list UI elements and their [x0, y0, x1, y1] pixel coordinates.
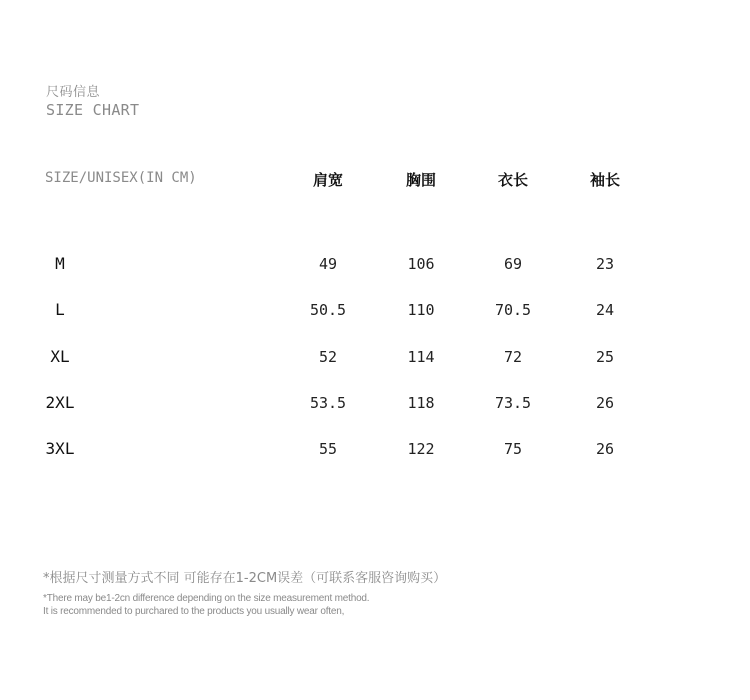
table-row [0, 253, 750, 275]
page-title-cn: 尺码信息 [46, 85, 101, 100]
table-row [0, 346, 750, 368]
sleeve-length-value: 26 [595, 440, 615, 458]
chest-header: 胸围 [405, 171, 436, 189]
length-value: 73.5 [494, 394, 532, 412]
shoulder-width-value: 49 [318, 255, 338, 273]
length-value: 72 [503, 348, 523, 366]
sleeve-length-value: 23 [595, 255, 615, 273]
shoulder-width-header: 肩宽 [312, 171, 343, 189]
length-value: 69 [503, 255, 523, 273]
sleeve-length-header: 袖长 [589, 171, 620, 189]
measurement-note-en-line2: It is recommended to purchared to the products you usually wear often, [43, 606, 345, 617]
chest-value: 114 [407, 348, 435, 366]
size-label: XL [50, 347, 70, 366]
sleeve-length-value: 24 [595, 301, 615, 319]
sleeve-length-value: 25 [595, 348, 615, 366]
measurement-note-cn: *根据尺寸测量方式不同 可能存在1-2CM误差（可联系客服咨询购买） [43, 571, 447, 586]
size-label: M [55, 254, 65, 273]
size-label: 2XL [45, 393, 75, 412]
size-column-header: SIZE/UNISEX(IN CM) [45, 170, 197, 186]
chest-value: 122 [407, 440, 435, 458]
size-label: 3XL [45, 439, 75, 458]
table-header [0, 168, 750, 192]
shoulder-width-value: 50.5 [309, 301, 347, 319]
shoulder-width-value: 55 [318, 440, 338, 458]
shoulder-width-value: 53.5 [309, 394, 347, 412]
chest-value: 106 [407, 255, 435, 273]
chest-value: 110 [407, 301, 435, 319]
table-row [0, 392, 750, 414]
measurement-note-en-line1: *There may be1-2cn difference depending on the size measurement method. [43, 593, 370, 604]
shoulder-width-value: 52 [318, 348, 338, 366]
length-value: 75 [503, 440, 523, 458]
table-row [0, 299, 750, 321]
length-header: 衣长 [497, 171, 528, 189]
sleeve-length-value: 26 [595, 394, 615, 412]
table-row [0, 438, 750, 460]
length-value: 70.5 [494, 301, 532, 319]
size-label: L [55, 300, 65, 319]
page-title-en: SIZE CHART [46, 101, 140, 119]
chest-value: 118 [407, 394, 435, 412]
